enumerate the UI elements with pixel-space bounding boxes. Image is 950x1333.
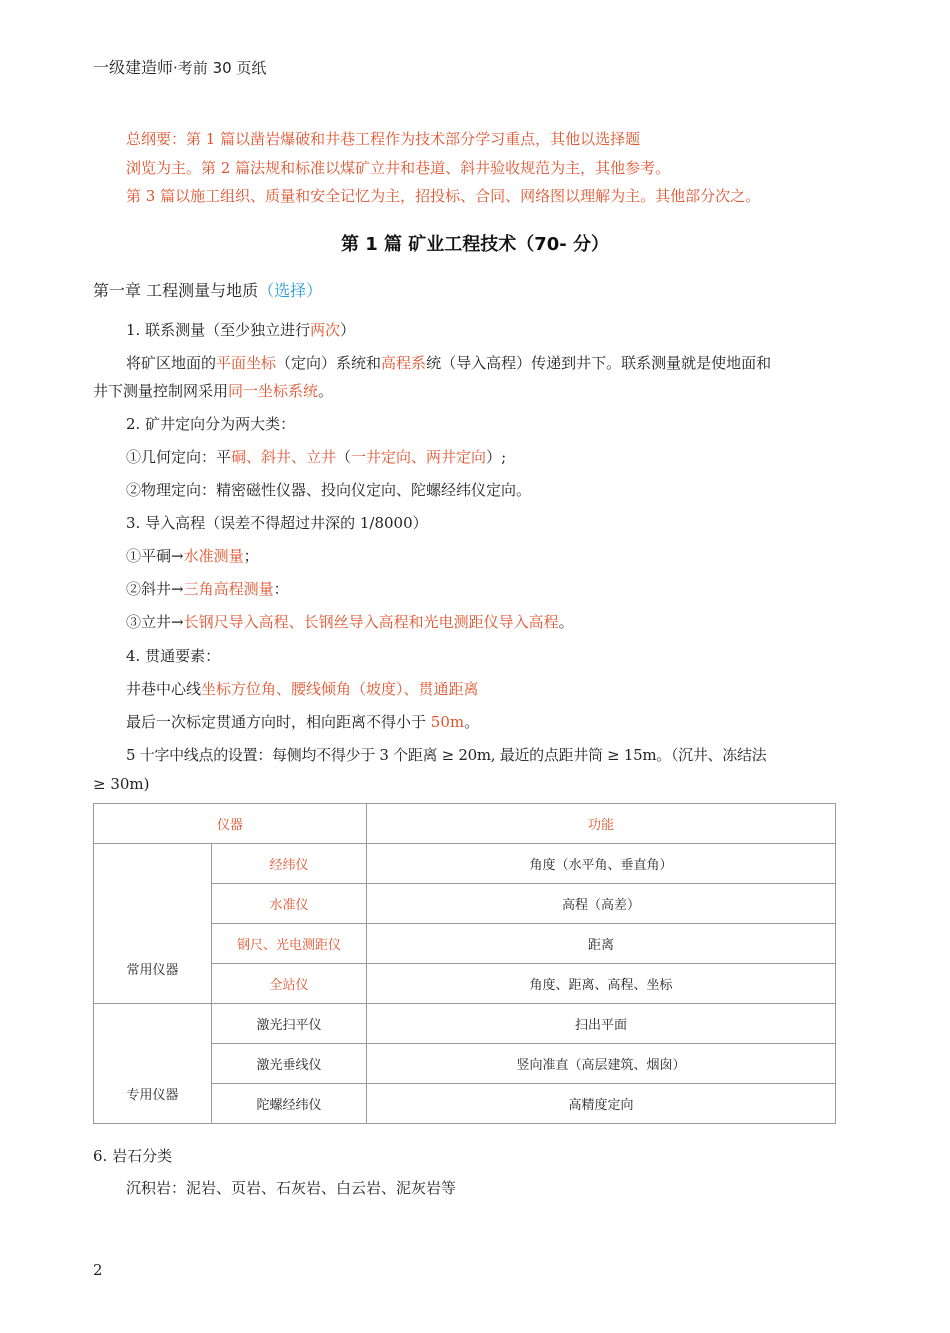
section-4-line2 bbox=[126, 712, 479, 732]
outline-line: 总纲要：第 1 篇以凿岩爆破和井巷工程作为技术部分学习重点，其他以选择题 bbox=[126, 130, 641, 148]
instrument-cell: 激光扫平仪 bbox=[212, 1004, 367, 1044]
highlight: 坐标方位角、腰线倾角（坡度）、贯通距离 bbox=[201, 680, 479, 698]
chapter-tag: （选择） bbox=[258, 281, 323, 300]
table-row bbox=[94, 1004, 836, 1044]
text: 最后一次标定贯通方向时，相向距离不得小于 bbox=[126, 713, 431, 731]
text: 统（导入高程）传递到井下。联系测量就是使地面和 bbox=[426, 354, 772, 372]
section-3-line3 bbox=[126, 612, 574, 632]
text: ③立井→ bbox=[126, 613, 184, 631]
text: ） bbox=[340, 321, 356, 339]
instrument-cell: 陀螺经纬仪 bbox=[212, 1084, 367, 1124]
outline-line: 第 3 篇以施工组织、质量和安全记忆为主，招投标、合同、网络图以理解为主。其他部分次之。 bbox=[126, 187, 761, 205]
highlight: 平面坐标 bbox=[216, 354, 277, 372]
section-2-physical: ②物理定向：精密磁性仪器、投向仪定向、陀螺经纬仪定向。 bbox=[126, 481, 532, 499]
outline-note bbox=[126, 125, 846, 211]
section-3-line2 bbox=[126, 579, 289, 599]
page-number: 2 bbox=[93, 1261, 103, 1279]
outline-line: 浏览为主。第 2 篇法规和标准以煤矿立井和巷道、斜井验收规范为主，其他参考。 bbox=[126, 158, 671, 177]
text: 。 bbox=[464, 713, 480, 731]
function-cell: 距离 bbox=[367, 924, 836, 964]
text: 。 bbox=[318, 382, 334, 400]
text: （定向）系统和 bbox=[276, 354, 382, 372]
text: （ bbox=[336, 448, 352, 466]
header-dot: · bbox=[173, 59, 178, 77]
section-1-para-line1 bbox=[126, 353, 771, 373]
text: 。 bbox=[558, 613, 574, 631]
header-function: 功能 bbox=[367, 804, 836, 844]
highlight: 高程系 bbox=[381, 354, 427, 372]
text: 将矿区地面的 bbox=[126, 354, 217, 372]
highlight: 长钢尺导入高程、长钢丝导入高程和光电测距仪导入高程 bbox=[183, 613, 559, 631]
instrument-cell: 激光垂线仪 bbox=[212, 1044, 367, 1084]
instrument-table bbox=[93, 803, 836, 1124]
highlight: 同一坐标系统 bbox=[228, 382, 319, 400]
highlight: 50m bbox=[430, 713, 465, 731]
section-3-title: 3. 导入高程（误差不得超过井深的 1/8000） bbox=[126, 514, 428, 532]
section-2-title: 2. 矿井定向分为两大类： bbox=[126, 415, 296, 433]
text: ）; bbox=[486, 448, 507, 466]
header-brand: 一级建造师 bbox=[93, 58, 174, 77]
function-cell: 角度、距离、高程、坐标 bbox=[367, 964, 836, 1004]
instrument-cell: 水准仪 bbox=[212, 884, 367, 924]
function-cell: 高程（高差） bbox=[367, 884, 836, 924]
header-subtitle: 考前 30 页纸 bbox=[177, 59, 267, 77]
text: 井下测量控制网采用 bbox=[93, 382, 229, 400]
instrument-cell: 钢尺、光电测距仪 bbox=[212, 924, 367, 964]
instrument-cell: 全站仪 bbox=[212, 964, 367, 1004]
function-cell: 竖向准直（高层建筑、烟囱） bbox=[367, 1044, 836, 1084]
section-5-line1: 5 十字中线点的设置：每侧均不得少于 3 个距离 ≥ 20m, 最近的点距井筒 ≥ 15m。（沉井、冻结法 bbox=[126, 746, 767, 764]
highlight: 水准测量 bbox=[183, 547, 244, 565]
page-header bbox=[93, 55, 266, 78]
highlight: 硐、斜井、立井 bbox=[231, 448, 337, 466]
section-2-geometric bbox=[126, 447, 506, 467]
section-6-title: 6. 岩石分类 bbox=[93, 1147, 173, 1165]
part-title: 第 1 篇 矿业工程技术（70- 分） bbox=[340, 234, 610, 255]
function-cell: 扫出平面 bbox=[367, 1004, 836, 1044]
section-3-line1 bbox=[126, 546, 259, 566]
highlight: 一井定向、两井定向 bbox=[351, 448, 487, 466]
highlight: 三角高程测量 bbox=[183, 580, 274, 598]
section-4-line1 bbox=[126, 679, 479, 699]
text: ： bbox=[273, 580, 289, 598]
text: ； bbox=[243, 547, 259, 565]
function-cell: 角度（水平角、垂直角） bbox=[367, 844, 836, 884]
table-row bbox=[94, 844, 836, 884]
section-6-line: 沉积岩：泥岩、页岩、石灰岩、白云岩、泥灰岩等 bbox=[126, 1179, 457, 1197]
table-header-row bbox=[94, 804, 836, 844]
text: ①几何定向：平 bbox=[126, 448, 232, 466]
instrument-cell: 经纬仪 bbox=[212, 844, 367, 884]
section-1-title bbox=[126, 320, 355, 340]
chapter-heading bbox=[93, 278, 322, 301]
header-instrument: 仪器 bbox=[94, 804, 367, 844]
group-common: 常用仪器 bbox=[94, 844, 212, 1004]
function-cell: 高精度定向 bbox=[367, 1084, 836, 1124]
group-special: 专用仪器 bbox=[94, 1004, 212, 1124]
text: ①平硐→ bbox=[126, 547, 184, 565]
section-5-line2: ≥ 30m) bbox=[93, 775, 150, 793]
text: 1. 联系测量（至少独立进行 bbox=[126, 321, 311, 339]
text: ②斜井→ bbox=[126, 580, 184, 598]
section-4-title: 4. 贯通要素： bbox=[126, 647, 221, 665]
highlight: 两次 bbox=[310, 321, 341, 339]
section-1-para-line2 bbox=[93, 381, 333, 401]
chapter-title: 第一章 工程测量与地质 bbox=[93, 281, 259, 300]
text: 井巷中心线 bbox=[126, 680, 202, 698]
